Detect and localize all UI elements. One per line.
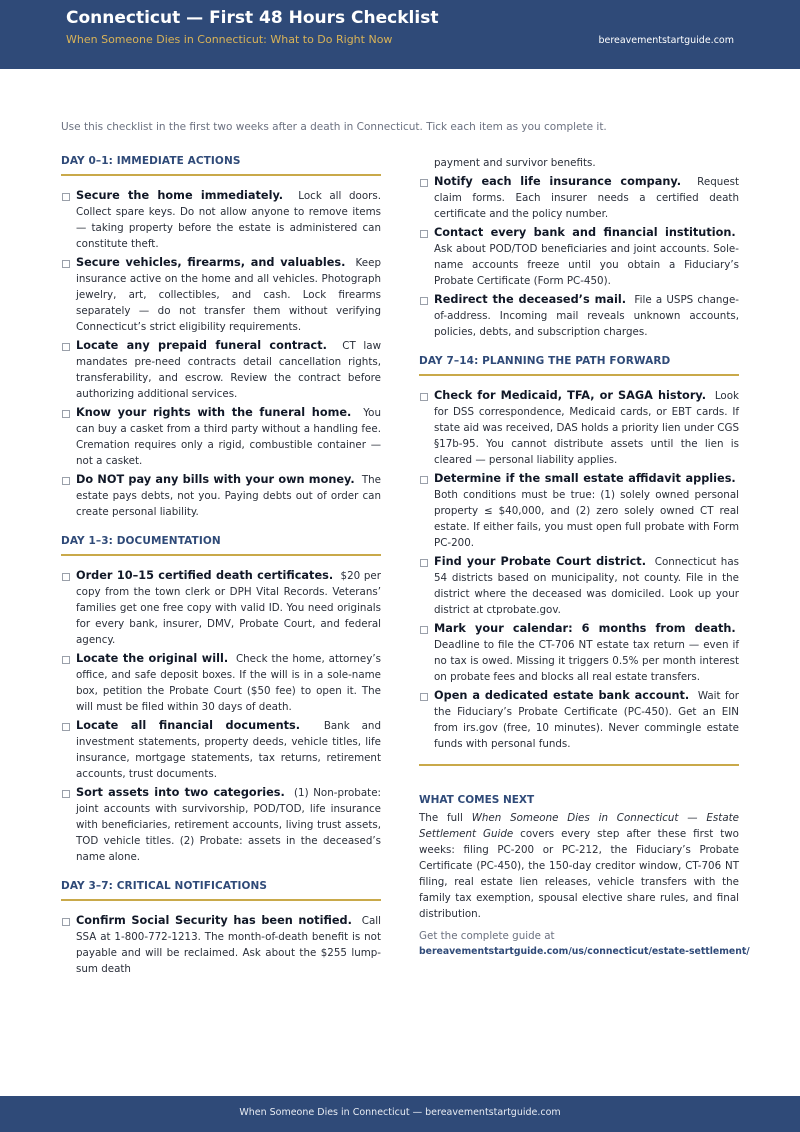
what-comes-next-paragraph [419, 810, 739, 922]
item-body: (1) Non-probate: joint accounts with survivorship, POD/TOD, life insurance with beneficiaries, retirement accounts, living trust assets, TOD vehicle titles. (2) Probate: assets in the deceased’s name alone. [76, 787, 381, 863]
page-subtitle: When Someone Dies in Connecticut: What to Do Right Now [66, 33, 393, 46]
checkbox[interactable] [62, 790, 70, 798]
checklist-item [61, 188, 381, 252]
checklist-item [61, 472, 381, 520]
item-body: Call SSA at 1-800-772-1213. The month-of-death benefit is not payable and will be reclaimed. Ask about the $255 lump-sum death [76, 915, 381, 975]
checkbox[interactable] [62, 656, 70, 664]
item-title: Secure the home immediately. [76, 189, 284, 202]
next-rest: covers every step after these first two weeks: filing PC-200 or PC-212, the Fiduciary’s Probate Certificate (PC-450), the 150-day creditor window, CT-706 NT filing, real estate lien releases, vehicle transfers with the family tax exemption, spousal elective share rules, and final distribution. [419, 828, 739, 920]
item-title: Mark your calendar: 6 months from death. [434, 622, 736, 635]
page-header [0, 0, 800, 69]
page-footer [0, 1096, 800, 1132]
intro-text: Use this checklist in the first two weeks after a death in Connecticut. Tick each item as you complete it. [61, 121, 607, 133]
checkbox[interactable] [62, 477, 70, 485]
item-title: Notify each life insurance company. [434, 175, 681, 188]
header-site-link[interactable]: bereavementstartguide.com [598, 35, 734, 46]
item-title: Determine if the small estate affidavit applies. [434, 472, 736, 485]
checklist-item [419, 554, 739, 618]
item-title: Know your rights with the funeral home. [76, 406, 352, 419]
checkbox[interactable] [420, 559, 428, 567]
checklist-item [419, 688, 739, 752]
item-body: Wait for the Fiduciary’s Probate Certificate (PC-450). Get an EIN from irs.gov (free, 10 minutes). Never commingle estate funds with personal funds. [434, 690, 739, 750]
item-title: Locate any prepaid funeral contract. [76, 339, 327, 352]
item-body: Look for DSS correspondence, Medicaid cards, or EBT cards. If state aid was received, DAS holds a priority lien under CGS §17b-95. You cannot distribute assets until the lien is cleared — personal liability applies. [434, 390, 739, 466]
guide-title: When Someone Dies in Connecticut — Estate Settlement Guide [419, 812, 739, 840]
section-heading-day1: DAY 1–3: DOCUMENTATION [61, 535, 381, 556]
checkbox[interactable] [420, 297, 428, 305]
checkbox[interactable] [62, 918, 70, 926]
item-title: Contact every bank and financial institution. [434, 226, 736, 239]
checklist-item [419, 621, 739, 685]
item-title: Locate all financial documents. [76, 719, 301, 732]
checklist-item [419, 225, 739, 289]
right-column [419, 155, 750, 960]
checkbox[interactable] [62, 193, 70, 201]
item-title: Check for Medicaid, TFA, or SAGA history. [434, 389, 707, 402]
checkbox[interactable] [62, 343, 70, 351]
left-column [61, 155, 381, 980]
cta-label: Get the complete guide at [419, 930, 555, 942]
checkbox[interactable] [62, 260, 70, 268]
checklist-item [61, 255, 381, 335]
item-body: Request claim forms. Each insurer needs a certified death certificate and the policy number. [434, 176, 739, 220]
checklist-item [61, 718, 381, 782]
next-lead: The full [419, 812, 472, 824]
guide-link[interactable]: bereavementstartguide.com/us/connecticut/estate-settlement/ [419, 946, 750, 957]
item-body: $20 per copy from the town clerk or DPH Vital Records. Veterans’ families get one free copy with valid ID. You need originals for every bank, insurer, DMV, Probate Court, and federal agency. [76, 570, 382, 646]
checkbox[interactable] [420, 693, 428, 701]
checklist-item [419, 292, 739, 340]
item-title: Order 10–15 certified death certificates. [76, 569, 334, 582]
checkbox[interactable] [62, 573, 70, 581]
item-title: Redirect the deceased’s mail. [434, 293, 626, 306]
item-body: The estate pays debts, not you. Paying debts out of order can create personal liability. [76, 474, 382, 518]
section-divider [419, 764, 739, 766]
checklist-item [61, 785, 381, 865]
item-title: Locate the original will. [76, 652, 229, 665]
checklist-item [61, 913, 381, 977]
checklist-item [61, 338, 381, 402]
item-body: Bank and investment statements, property deeds, vehicle titles, life insurance, mortgage statements, tax returns, retirement accounts, trust documents. [76, 720, 381, 780]
item-body: Both conditions must be true: (1) solely owned personal property ≤ $40,000, and (2) zero solely owned CT real estate. If either fails, you must open full probate with Form PC-200. [434, 489, 739, 549]
item-body: CT law mandates pre-need contracts detail cancellation rights, transferability, and escrow. Review the contract before authorizing additional services. [76, 340, 381, 400]
checklist-item [419, 174, 739, 222]
item-title: Find your Probate Court district. [434, 555, 646, 568]
checkbox[interactable] [420, 476, 428, 484]
checkbox[interactable] [420, 179, 428, 187]
section-heading-day3: DAY 3–7: CRITICAL NOTIFICATIONS [61, 880, 381, 901]
section-heading-day0: DAY 0–1: IMMEDIATE ACTIONS [61, 155, 381, 176]
item-title: Sort assets into two categories. [76, 786, 285, 799]
checkbox[interactable] [420, 230, 428, 238]
item-body: Keep insurance active on the home and all vehicles. Photograph jewelry, art, collectibles, and cash. Lock firearms separately — do not transfer them without verifying Connecticut’s strict eligibility requirements. [76, 257, 381, 333]
checklist-item [419, 471, 739, 551]
checklist-item [61, 568, 381, 648]
item-body: Lock all doors. Collect spare keys. Do not allow anyone to remove items — taking property before the estate is administered can constitute theft. [76, 190, 382, 250]
item-body: Deadline to file the CT-706 NT estate tax return — even if no tax is owed. Missing it triggers 0.5% per month interest on probate fees and blocks all real estate transfers. [434, 639, 739, 683]
item-title: Confirm Social Security has been notified. [76, 914, 352, 927]
page-title: Connecticut — First 48 Hours Checklist [66, 8, 439, 28]
item-title: Do NOT pay any bills with your own money. [76, 473, 355, 486]
item-body: You can buy a casket from a third party without a handling fee. Cremation requires only a rigid, combustible container — not a casket. [76, 407, 381, 467]
checkbox[interactable] [62, 723, 70, 731]
checklist-item [61, 651, 381, 715]
item-body: Connecticut has 54 districts based on municipality, not county. File in the district where the deceased was domiciled. Look up your district at ctprobate.gov. [434, 556, 739, 616]
item-title: Secure vehicles, firearms, and valuables. [76, 256, 346, 269]
item-continuation: payment and survivor benefits. [434, 157, 596, 169]
checklist-item [61, 405, 381, 469]
checkbox[interactable] [420, 626, 428, 634]
checklist-item [419, 388, 739, 468]
item-body: Ask about POD/TOD beneficiaries and joint accounts. Sole-name accounts freeze until you obtain a Fiduciary’s Probate Certificate (Form PC-450). [434, 243, 739, 287]
section-heading-day7: DAY 7–14: PLANNING THE PATH FORWARD [419, 355, 739, 376]
item-body: Check the home, attorney’s office, and safe deposit boxes. If the will is in a sole-name box, petition the Probate Court ($50 fee) to open it. The will must be filed within 30 days of death. [76, 653, 382, 713]
footer-text: When Someone Dies in Connecticut — bereavementstartguide.com [239, 1107, 561, 1118]
item-title: Open a dedicated estate bank account. [434, 689, 690, 702]
checkbox[interactable] [62, 410, 70, 418]
checkbox[interactable] [420, 393, 428, 401]
item-body: File a USPS change-of-address. Incoming mail reveals unknown accounts, policies, debts, and subscription charges. [434, 294, 740, 338]
what-comes-next-heading: WHAT COMES NEXT [419, 794, 535, 806]
